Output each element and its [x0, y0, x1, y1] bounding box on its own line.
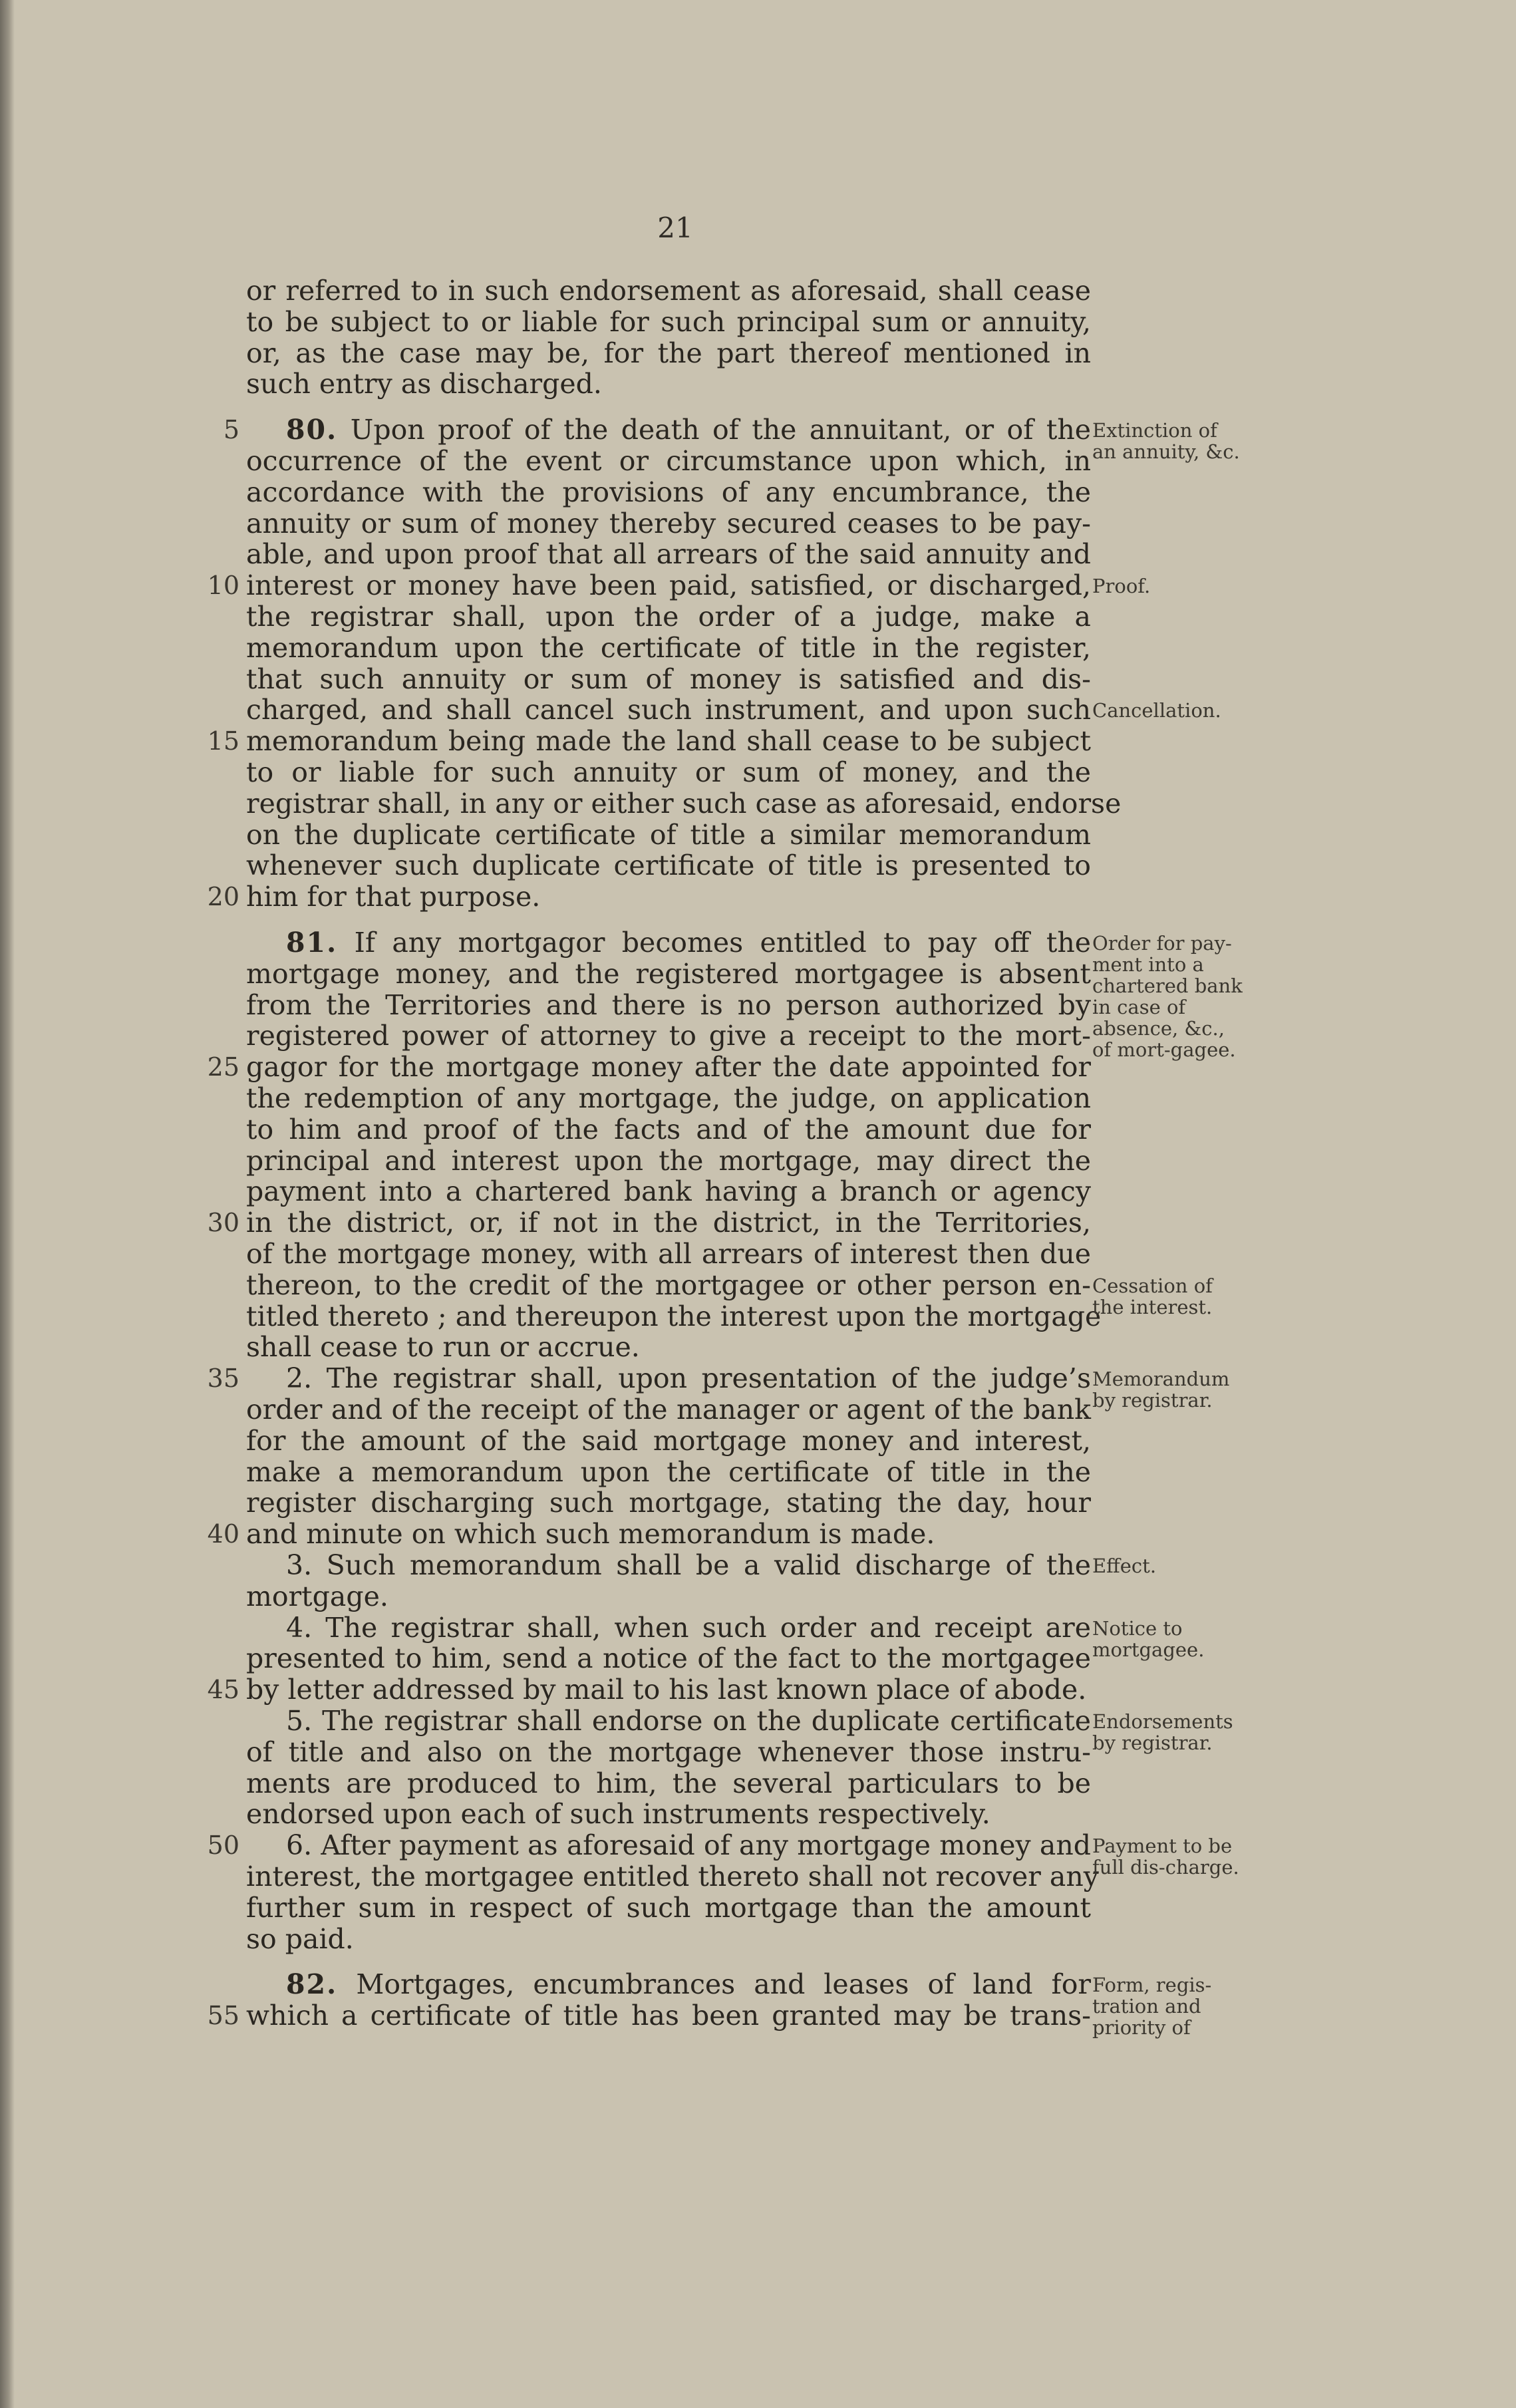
text-line	[246, 1206, 1091, 1239]
line-text: registered power of attorney to give a receipt to the mort-	[246, 1020, 1091, 1052]
line-text: the registrar shall, upon the order of a judge, make a	[246, 601, 1091, 633]
line-text: of title and also on the mortgage whenever those instru-	[246, 1735, 1091, 1768]
line-text: interest or money have been paid, satisfied, or discharged,	[246, 569, 1091, 602]
text-line	[246, 1860, 1099, 1893]
text-line	[246, 413, 1091, 446]
line-text: charged, and shall cancel such instrument, and upon such	[246, 694, 1091, 726]
text-line	[246, 507, 1091, 540]
text-line	[246, 1517, 1091, 1551]
text-line	[246, 787, 1122, 820]
text-line	[246, 880, 1091, 913]
text-line	[246, 1269, 1091, 1302]
text-line	[246, 1611, 1091, 1644]
book-spine-shadow	[0, 0, 15, 2408]
text-line	[246, 1019, 1091, 1052]
text-line	[246, 818, 1091, 851]
margin-note: Extinction of an annuity, &c.	[1092, 419, 1240, 464]
line-text: such entry as discharged.	[246, 368, 602, 400]
text-line	[246, 1424, 1091, 1457]
text-line	[246, 1999, 1091, 2032]
text-line	[246, 1735, 1091, 1769]
line-text: to him and proof of the facts and of the amount due for	[246, 1113, 1091, 1145]
line-text: Mortgages, encumbrances and leases of land for	[356, 1968, 1091, 2001]
line-text: 3. Such memorandum shall be a valid discharge of the	[286, 1549, 1091, 1581]
line-number: 30	[207, 1208, 239, 1238]
margin-note: Cancellation.	[1092, 699, 1221, 722]
line-text: endorsed upon each of such instruments respectively.	[246, 1798, 990, 1831]
line-text: the redemption of any mortgage, the judge, on application	[246, 1082, 1091, 1114]
line-text: 4. The registrar shall, when such order and receipt are	[286, 1611, 1091, 1644]
line-number: 35	[207, 1364, 239, 1394]
margin-note: Endorsements by registrar.	[1092, 1710, 1233, 1754]
line-text: memorandum being made the land shall cease to be subject	[246, 725, 1091, 758]
line-text: registrar shall, in any or either such case as aforesaid, endorse	[246, 787, 1122, 820]
text-line	[246, 274, 1091, 307]
margin-note: Effect.	[1092, 1555, 1157, 1577]
line-text: 2. The registrar shall, upon presentation of the judge’s	[286, 1362, 1091, 1395]
section-number: 82.	[286, 1968, 338, 2001]
margin-note: Order for pay-ment into a chartered bank in case of absence, &c., of mort-gagee.	[1092, 932, 1243, 1061]
text-line	[246, 537, 1091, 571]
text-line	[246, 305, 1091, 339]
line-number: 15	[207, 726, 239, 756]
line-text: that such annuity or sum of money is satisfied and dis-	[246, 663, 1091, 695]
margin-note: Payment to be full dis-charge.	[1092, 1835, 1239, 1879]
line-text: so paid.	[246, 1922, 354, 1955]
text-line	[246, 849, 1091, 882]
line-text: 6. After payment as aforesaid of any mortgage money and	[286, 1829, 1091, 1862]
text-line	[246, 631, 1091, 665]
line-text: memorandum upon the certificate of title in the register,	[246, 631, 1091, 664]
line-number: 40	[207, 1519, 239, 1549]
text-line	[246, 1113, 1091, 1146]
line-text: order and of the receipt of the manager or agent of the bank	[246, 1394, 1091, 1426]
text-line	[246, 988, 1091, 1022]
margin-note: Cessation of the interest.	[1092, 1274, 1213, 1318]
text-line	[246, 569, 1091, 602]
line-text: thereon, to the credit of the mortgagee or other person en-	[246, 1269, 1091, 1301]
line-text: on the duplicate certificate of title a similar memorandum	[246, 818, 1091, 851]
line-text: ments are produced to him, the several particulars to be	[246, 1767, 1091, 1799]
text-line	[246, 1175, 1091, 1208]
margin-note: Notice to mortgagee.	[1092, 1616, 1205, 1661]
text-line	[246, 1922, 1091, 1956]
line-text: 5. The registrar shall endorse on the duplicate certificate	[286, 1705, 1091, 1737]
page-number: 21	[657, 212, 693, 244]
line-text: from the Territories and there is no person authorized by	[246, 988, 1091, 1021]
line-text: If any mortgagor becomes entitled to pay off the	[354, 927, 1091, 959]
text-line	[246, 724, 1091, 758]
line-text: presented to him, send a notice of the fact to the mortgagee	[246, 1642, 1091, 1675]
line-text: him for that purpose.	[246, 881, 541, 913]
line-text: which a certificate of title has been granted may be trans-	[246, 2000, 1091, 2032]
line-number: 55	[207, 2001, 239, 2031]
line-number: 45	[207, 1675, 239, 1705]
text-line	[246, 1300, 1102, 1333]
text-line	[246, 1797, 1091, 1831]
line-text: by letter addressed by mail to his last known place of abode.	[246, 1674, 1087, 1706]
text-line	[246, 663, 1091, 696]
text-line	[246, 1580, 1091, 1613]
text-line	[246, 1082, 1091, 1115]
text-line	[246, 1642, 1091, 1675]
text-line	[246, 600, 1091, 633]
text-line	[246, 693, 1091, 726]
line-text: shall cease to run or accrue.	[246, 1331, 640, 1364]
text-line	[246, 1549, 1091, 1582]
text-line	[246, 1486, 1091, 1519]
text-line	[246, 1144, 1091, 1177]
line-text: or referred to in such endorsement as aforesaid, shall cease	[246, 275, 1091, 307]
line-text: make a memorandum upon the certificate of title in the	[246, 1455, 1091, 1488]
line-text: to or liable for such annuity or sum of money, and the	[246, 756, 1091, 788]
line-text: mortgage money, and the registered mortgagee is absent	[246, 957, 1091, 990]
text-line	[246, 1330, 1091, 1364]
line-text: payment into a chartered bank having a branch or agency	[246, 1175, 1091, 1208]
text-line	[246, 1968, 1091, 2001]
line-text: able, and upon proof that all arrears of the said annuity and	[246, 538, 1091, 571]
line-number: 5	[223, 415, 239, 445]
section-number: 80.	[286, 414, 338, 446]
line-number: 20	[207, 882, 239, 912]
text-line	[246, 957, 1091, 990]
line-text: gagor for the mortgage money after the date appointed for	[246, 1051, 1091, 1084]
line-text: Upon proof of the death of the annuitant, or of the	[350, 414, 1091, 446]
margin-note: Memorandum by registrar.	[1092, 1368, 1230, 1412]
text-line	[246, 1393, 1091, 1426]
line-text: to be subject to or liable for such principal sum or annuity,	[246, 305, 1091, 338]
line-text: whenever such duplicate certificate of title is presented to	[246, 849, 1091, 882]
text-line	[246, 756, 1091, 789]
text-line	[246, 1362, 1091, 1395]
text-line	[246, 1673, 1091, 1706]
text-line	[246, 1829, 1091, 1862]
line-number: 50	[207, 1831, 239, 1861]
line-text: titled thereto ; and thereupon the interest upon the mortgage	[246, 1300, 1102, 1332]
line-text: accordance with the provisions of any encumbrance, the	[246, 476, 1091, 508]
margin-note: Form, regis-tration and priority of	[1092, 1974, 1212, 2039]
line-text: and minute on which such memorandum is made.	[246, 1518, 935, 1551]
line-text: annuity or sum of money thereby secured ceases to be pay-	[246, 507, 1091, 539]
line-text: interest, the mortgagee entitled thereto shall not recover any	[246, 1861, 1099, 1892]
line-text: of the mortgage money, with all arrears of interest then due	[246, 1238, 1091, 1270]
text-line	[246, 1891, 1091, 1924]
text-line	[246, 444, 1091, 478]
line-text: register discharging such mortgage, stating the day, hour	[246, 1487, 1091, 1519]
line-text: in the district, or, if not in the district, in the Territories,	[246, 1207, 1091, 1239]
line-text: for the amount of the said mortgage money and interest,	[246, 1424, 1091, 1457]
margin-note: Proof.	[1092, 575, 1151, 598]
section-number: 81.	[286, 927, 338, 959]
text-line	[246, 1050, 1091, 1084]
line-text: principal and interest upon the mortgage, may direct the	[246, 1144, 1091, 1177]
line-text: occurrence of the event or circumstance upon which, in	[246, 445, 1091, 477]
line-text: mortgage.	[246, 1580, 388, 1612]
line-text: or, as the case may be, for the part thereof mentioned in	[246, 337, 1091, 369]
text-line	[246, 337, 1091, 370]
text-line	[246, 1704, 1091, 1737]
text-line	[246, 367, 1091, 400]
text-line	[246, 476, 1091, 509]
text-line	[246, 1767, 1091, 1800]
text-line	[246, 1237, 1091, 1271]
line-number: 10	[207, 571, 239, 601]
line-text: further sum in respect of such mortgage than the amount	[246, 1891, 1091, 1924]
text-line	[246, 926, 1091, 959]
text-line	[246, 1455, 1091, 1489]
line-number: 25	[207, 1052, 239, 1082]
